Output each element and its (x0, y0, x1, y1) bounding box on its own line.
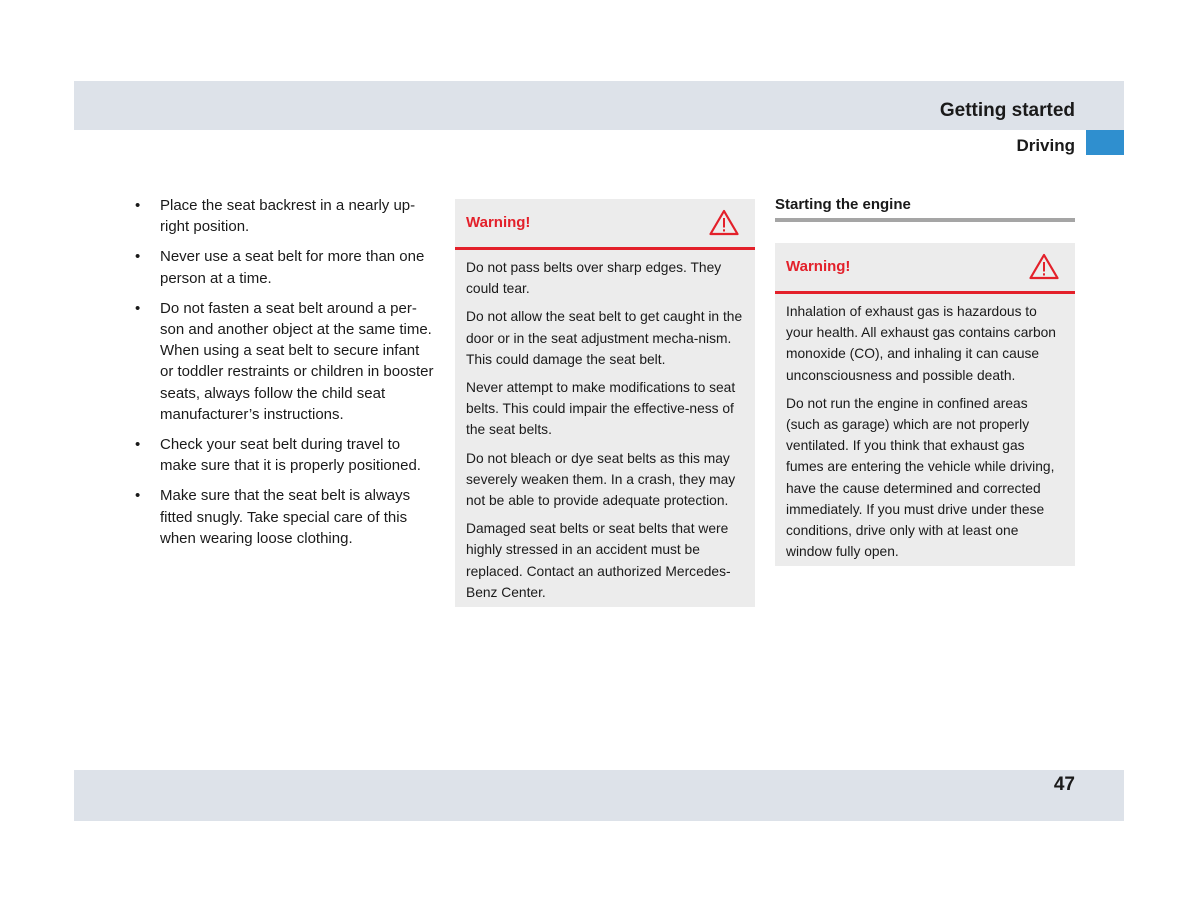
section-heading: Starting the engine (775, 196, 911, 213)
list-item: • Make sure that the seat belt is always fitted snugly. Take special care of this when wearing loose clothing. (135, 487, 411, 547)
warning-triangle-icon (1029, 253, 1059, 280)
warning-triangle-icon (709, 209, 739, 236)
warning-label: Warning! (786, 258, 851, 275)
list-item: • Check your seat belt during travel to make sure that it is properly positioned. (135, 436, 421, 475)
subsection-title: Driving (1016, 136, 1075, 155)
warning-paragraph: Inhalation of exhaust gas is hazardous to your health. All exhaust gas contains carbon monoxide (CO), and inhaling it can cause unconsciousness and possible death. (786, 304, 1056, 383)
warning-paragraph: Damaged seat belts or seat belts that were highly stressed in an accident must be replaced. Contact an authorized Mercedes-Benz Center. (466, 521, 731, 600)
warning-paragraph: Do not pass belts over sharp edges. They could tear. (466, 260, 722, 297)
list-item: • Never use a seat belt for more than one person at a time. (135, 248, 425, 287)
bullet-icon: • (135, 436, 141, 454)
seat-belt-instructions-list (135, 195, 435, 558)
warning-paragraph: Never attempt to make modifications to seat belts. This could impair the effective-ness of the seat belts. (466, 380, 736, 438)
warning-paragraph: Do not bleach or dye seat belts as this may severely weaken them. In a crash, they may not be able to provide adequate protection. (466, 450, 736, 509)
page-number: 47 (1053, 774, 1075, 795)
section-title: Getting started (939, 100, 1075, 121)
warning-header (775, 243, 1075, 294)
footer-band (74, 770, 1124, 821)
seat-belt-warning-box (455, 199, 755, 607)
bullet-icon: • (135, 487, 141, 505)
warning-paragraph: Do not run the engine in confined areas (such as garage) which are not properly ventilated. If you think that exhaust gas fumes are entering the vehicle while driving, have the cause determined and corrected immediately. If you must drive under these conditions, drive only with at least one window fully open. (786, 395, 1055, 560)
warning-label: Warning! (466, 214, 531, 231)
list-item: • Do not fasten a seat belt around a per-son and another object at the same time. When using a seat belt to secure infant or toddler restraints or children in booster seats, always follow the child seat manufacturer’s instructions. (135, 299, 434, 423)
bullet-icon: • (135, 248, 141, 266)
bullet-icon: • (135, 197, 141, 214)
list-item: • Place the seat backrest in a nearly up-right position. (135, 197, 416, 236)
warning-body (455, 250, 755, 616)
section-tab-marker (1086, 130, 1124, 155)
warning-header (455, 199, 755, 250)
bullet-icon: • (135, 299, 141, 317)
heading-divider (775, 218, 1075, 222)
warning-body (775, 294, 1075, 575)
warning-paragraph: Do not allow the seat belt to get caught in the door or in the seat adjustment mecha-nism. This could damage the seat belt. (466, 309, 743, 367)
exhaust-warning-box (775, 243, 1075, 566)
